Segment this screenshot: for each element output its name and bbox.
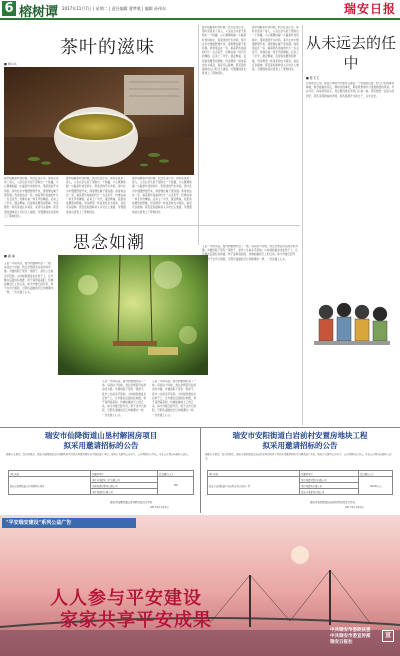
swing-photo [58, 255, 208, 375]
notice1-project: 瑞安市仙降街道山垦村解困房项目 [9, 477, 91, 495]
notice1-header-bidders: 拟邀请单位 [91, 471, 158, 477]
notice1-bidder: 浙江省某建筑工程有限公司 [91, 477, 158, 483]
tea-article-continuation-col2: 最早接触茶叶的时候，我还在读小学。那时家里来了客人，父亲总会从柜子里取出一个铁罐，小心翼翼地撮一小撮茶叶放进杯中，用滚烫的开水冲泡。茶叶在水中慢慢舒展开来，清香便在屋子里弥漫。我常常站在一旁，看着那些卷曲的叶片一点点张开，仿佛在看一场无声的舞蹈。后来上了中学，课业繁重，夜里常常要熬到很晚。母亲便泡一杯浓茶放在书桌旁，说是可以提神。那苦涩的滋味初入口时让人皱眉，可慢慢地竟也喜欢上了那种回甘。 [252, 26, 299, 72]
section-divider [4, 225, 300, 226]
notice2-amount: 14000万元 [359, 477, 393, 495]
memory-author: ■ 潘 琳 [4, 254, 15, 258]
notice2-header-bidders: 拟邀请单位 [300, 471, 359, 477]
notice1-title-line2: 拟采用邀请招标的公告 [63, 441, 139, 450]
tea-article-body-col3: 最早接触茶叶的时候，我还在读小学。那时家里来了客人，父亲总会从柜子里取出一个铁罐，小心翼翼地撮一小撮茶叶放进杯中，用滚烫的开水冲泡。茶叶在水中慢慢舒展开来，清香便在屋子里弥漫。我常常站在一旁，看着那些卷曲的叶片一点点张开，仿佛在看一场无声的舞蹈。后来上了中学，课业繁重，夜里常常要熬到很晚。母亲便泡一杯浓茶放在书桌旁，说是可以提神。那苦涩的滋味初入口时让人皱眉，可慢慢地竟也喜欢上了那种回甘。 [132, 177, 192, 214]
notice-divider-vertical [200, 428, 201, 513]
notice1-header-project: 项目名称 [9, 471, 91, 477]
ad-sponsor-2: 中共瑞安市委宣传部 [330, 634, 371, 639]
paper-name: 瑞安日报 [343, 2, 396, 16]
notice1-header-amount: 投资额(万元) [158, 471, 194, 477]
memory-article-body-col4: 又是一年秋风起，窗外的梧桐叶落了一地。每到这个时候，我总会想起远在故乡的外婆。外婆的院子里有一架秋千，是外公生前亲手搭的。小时候我最爱坐在秋千上，让外婆在后面轻轻地推，秋千荡得高高的，仿佛能触到天上的云朵。如今外婆已经年迈，秋千也早已斑驳，可那些温暖的记忆却像潮水一样，一次次涌上心头。 [202, 245, 298, 261]
page-header [0, 0, 400, 20]
ad-slogan-line2: 家家共享平安成果 [60, 610, 212, 631]
memory-article-body-col3: 又是一年秋风起，窗外的梧桐叶落了一地。每到这个时候，我总会想起远在故乡的外婆。外婆的院子里有一架秋千，是外公生前亲手搭的。小时候我最爱坐在秋千上，让外婆在后面轻轻地推，秋千荡得高高的，仿佛能触到天上的云朵。如今外婆已经年迈，秋千也早已斑驳，可那些温暖的记忆却像潮水一样，一次次涌上心头。 [152, 380, 197, 417]
notice2-signature: 瑞安市安阳街道白岩前村股份经济合作社 [310, 501, 356, 504]
ad-slogan-line1: 人人参与平安建设 [50, 588, 202, 609]
notice2-header-project: 项目名称 [208, 471, 300, 477]
tea-author: ■ 周小兵 [4, 62, 17, 66]
ad-sponsor-1: 中共瑞安市委政法委 [330, 628, 371, 633]
notice2-project: 瑞安市安阳街道白岩前村安置房地块工程 [208, 477, 300, 495]
tea-article-body-col1: 最早接触茶叶的时候，我还在读小学。那时家里来了客人，父亲总会从柜子里取出一个铁罐，小心翼翼地撮一小撮茶叶放进杯中，用滚烫的开水冲泡。茶叶在水中慢慢舒展开来，清香便在屋子里弥漫。我常常站在一旁，看着那些卷曲的叶片一点点张开，仿佛在看一场无声的舞蹈。后来上了中学，课业繁重，夜里常常要熬到很晚。母亲便泡一杯浓茶放在书桌旁，说是可以提神。那苦涩的滋味初入口时让人皱眉，可慢慢地竟也喜欢上了那种回甘。 [4, 177, 59, 218]
notice1-amount: 700 [158, 477, 194, 495]
notice1-signature: 瑞安市仙降街道山垦村股份经济合作社 [110, 501, 153, 504]
tea-article-body-col2: 最早接触茶叶的时候，我还在读小学。那时家里来了客人，父亲总会从柜子里取出一个铁罐，小心翼翼地撮一小撮茶叶放进杯中，用滚烫的开水冲泡。茶叶在水中慢慢舒展开来，清香便在屋子里弥漫。我常常站在一旁，看着那些卷曲的叶片一点点张开，仿佛在看一场无声的舞蹈。后来上了中学，课业繁重，夜里常常要熬到很晚。母亲便泡一杯浓茶放在书桌旁，说是可以提神。那苦涩的滋味初入口时让人皱眉，可慢慢地竟也喜欢上了那种回甘。 [66, 177, 126, 214]
column-divider [302, 25, 303, 425]
notice1-title-line1: 瑞安市仙降街道山垦村解困房项目 [44, 431, 158, 440]
notice2-bidder: 浙江某建设集团有限公司 [300, 477, 359, 483]
notice2-title-line1: 瑞安市安阳街道白岩前村安置房地块工程 [232, 431, 368, 440]
ad-sponsor-3: 瑞安日报社 [330, 640, 353, 645]
notice2-table [207, 470, 393, 495]
notice1-table [8, 470, 194, 495]
tea-cup-photo [4, 67, 194, 175]
section-title: 榕树谭 [19, 5, 59, 20]
school-author: ■ 陈飞飞 [306, 76, 319, 80]
notice1-intro: 根据有关规定，经审批同意，瑞安市仙降街道山垦村解困房项目拟采用邀请招标方式确定施工单位，现将有关事项公告如下。公告期间如有异议，可在公告期内向招标人提出。 [6, 453, 191, 456]
memory-article-body-col2: 又是一年秋风起，窗外的梧桐叶落了一地。每到这个时候，我总会想起远在故乡的外婆。外婆的院子里有一架秋千，是外公生前亲手搭的。小时候我最爱坐在秋千上，让外婆在后面轻轻地推，秋千荡得高高的，仿佛能触到天上的云朵。如今外婆已经年迈，秋千也早已斑驳，可那些温暖的记忆却像潮水一样，一次次涌上心头。 [102, 380, 147, 417]
ad-sponsor-block [330, 628, 371, 646]
notice2-bidder: 浙江某建筑有限公司 [300, 483, 359, 489]
ad-sponsor-mark: 宣 [382, 630, 394, 642]
tea-article-continuation-col1: 最早接触茶叶的时候，我还在读小学。那时家里来了客人，父亲总会从柜子里取出一个铁罐，小心翼翼地撮一小撮茶叶放进杯中，用滚烫的开水冲泡。茶叶在水中慢慢舒展开来，清香便在屋子里弥漫。我常常站在一旁，看着那些卷曲的叶片一点点张开，仿佛在看一场无声的舞蹈。后来上了中学，课业繁重，夜里常常要熬到很晚。母亲便泡一杯浓茶放在书桌旁，说是可以提神。那苦涩的滋味初入口时让人皱眉，可慢慢地竟也喜欢上了那种回甘。 [202, 26, 247, 76]
memory-article-body-col1: 又是一年秋风起，窗外的梧桐叶落了一地。每到这个时候，我总会想起远在故乡的外婆。外婆的院子里有一架秋千，是外公生前亲手搭的。小时候我最爱坐在秋千上，让外婆在后面轻轻地推，秋千荡得高高的，仿佛能触到天上的云朵。如今外婆已经年迈，秋千也早已斑驳，可那些温暖的记忆却像潮水一样，一次次涌上心头。 [4, 262, 54, 295]
column-divider [198, 25, 199, 245]
ad-banner: "平安瑞安建设"系列公益广告 [2, 518, 136, 528]
tea-article-title: 茶叶的滋味 [60, 37, 155, 58]
notice2-header-amount: 投资额(万元) [359, 471, 393, 477]
notice1-bidder: 浙江某建设有限公司 [91, 489, 158, 495]
notice1-date: 2017年11月3日 [150, 506, 169, 509]
children-illustration [308, 290, 396, 360]
notice1-bidder: 温州某建设集团有限公司 [91, 483, 158, 489]
memory-article-title: 思念如潮 [73, 233, 145, 253]
school-article-title: 从未远去的任中 [305, 34, 396, 72]
notice2-title-line2: 拟采用邀请招标的公告 [262, 441, 338, 450]
school-article-body: 在我的记忆里，那座小城的中学始终占据着一个特别的位置。校门口的那棵老樟树，教学楼前的花坛，操场边的单杠，都是我青春岁月里最熟悉的风景。毕业多年，每每回到家乡，我总要绕道去学校门口看一看。那些曾经一起奋斗的同学，那些谆谆教诲的老师，那些挥洒汗水的日子，从未远去。 [306, 82, 395, 98]
notice2-intro: 根据有关规定，经审批同意，瑞安市安阳街道白岩前村安置房地块工程拟采用邀请招标方式确定施工单位，现将有关事项公告如下。公告期间如有异议，可在公告期内向招标人提出。 [205, 453, 392, 460]
issue-meta: 2017年11月7日 | 星期二 | 责任编辑 曹梦歌 | 编辑 孙伟东 [62, 6, 167, 11]
notice2-bidder: 瑞安市某建设有限公司 [300, 489, 359, 495]
notice2-date: 2017年11月6日 [345, 506, 364, 509]
page-number: 6 [2, 1, 16, 16]
